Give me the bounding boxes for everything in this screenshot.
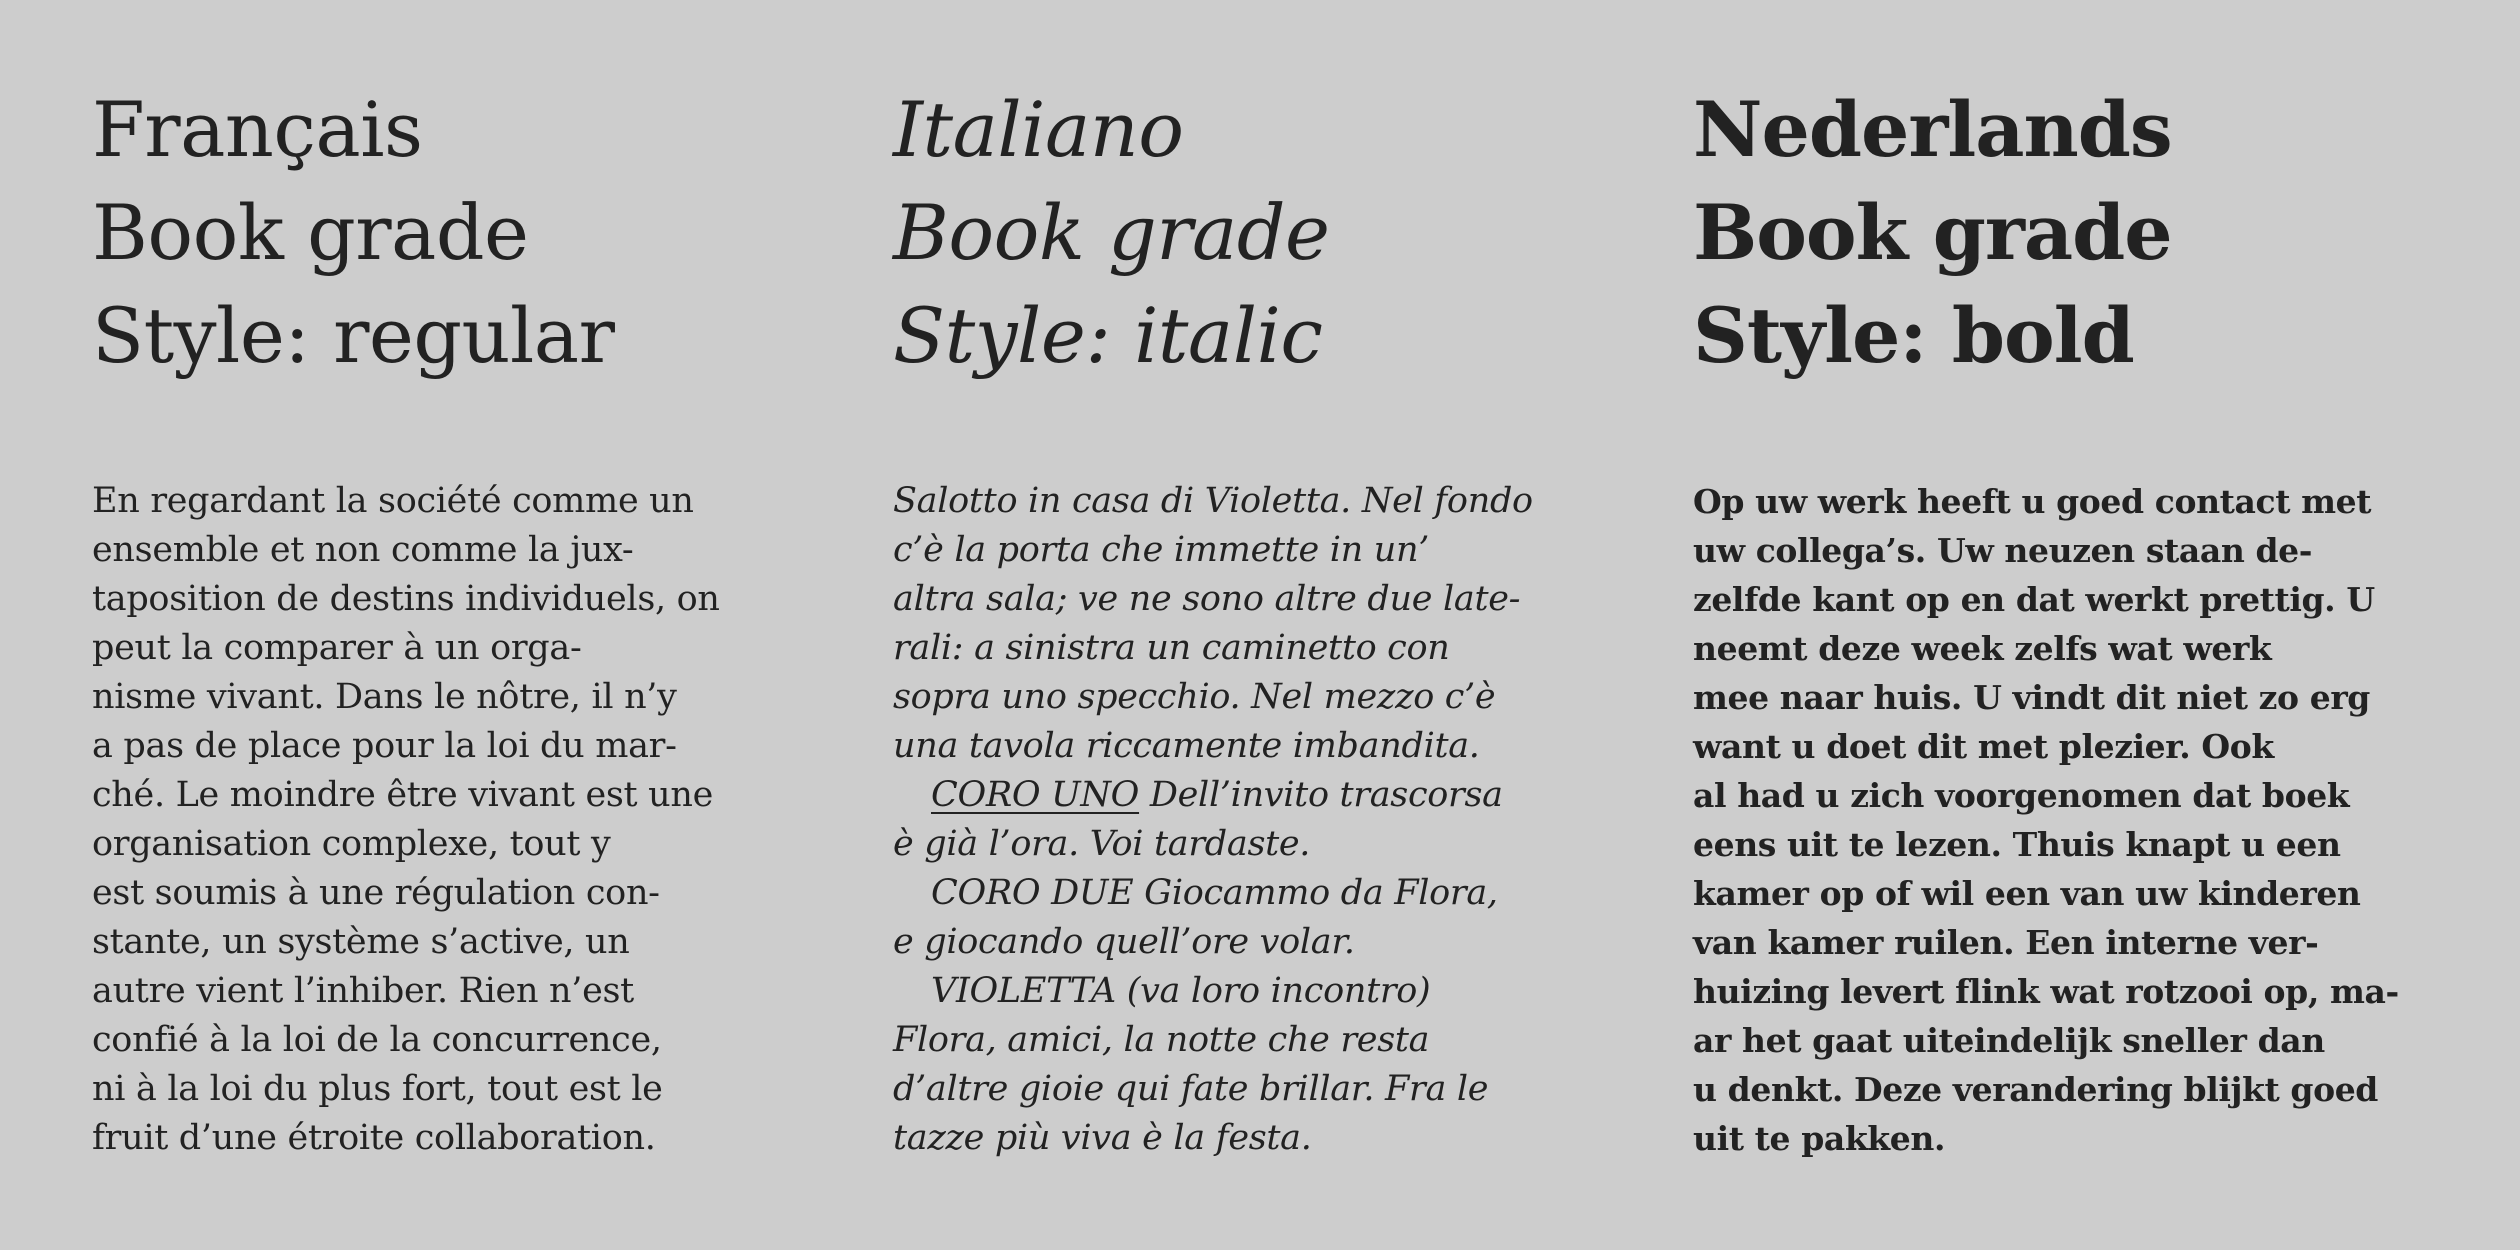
italian-heading-grade: Book grade [893, 188, 1330, 277]
french-body-line: stante, un système s’active, un [92, 922, 630, 962]
dutch-body-line: uit te pakken. [1693, 1119, 1946, 1158]
italian-body-line: c’è la porta che immette in un’ [893, 530, 1430, 570]
coro-due-line-2: e giocando quell’ore volar. [893, 922, 1355, 962]
french-body-line: En regardant la société comme un [92, 481, 694, 521]
coro-uno-line-2: è già l’ora. Voi tardaste. [893, 824, 1311, 864]
french-heading-grade: Book grade [92, 188, 529, 277]
italian-heading [893, 78, 1330, 387]
french-body-line: organisation complexe, tout y [92, 824, 611, 864]
dutch-heading-language: Nederlands [1693, 85, 2172, 174]
french-body-text [92, 477, 720, 1163]
dutch-body-text [1693, 477, 2399, 1163]
french-body-line: ensemble et non comme la jux- [92, 530, 634, 570]
dutch-body-line: Op uw werk heeft u goed contact met [1693, 482, 2372, 521]
italian-body-text [893, 477, 1533, 1163]
french-body-line: ché. Le moindre être vivant est une [92, 775, 714, 815]
french-body-line: taposition de destins individuels, on [92, 579, 720, 619]
dutch-body-line: uw collega’s. Uw neuzen staan de- [1693, 531, 2313, 570]
dutch-body-line: neemt deze week zelfs wat werk [1693, 629, 2272, 668]
dutch-body-line: huizing levert flink wat rotzooi op, ma- [1693, 972, 2399, 1011]
french-body-line: a pas de place pour la loi du mar- [92, 726, 677, 766]
dutch-heading-style: Style: bold [1693, 291, 2134, 380]
italian-heading-style: Style: italic [893, 291, 1323, 380]
dutch-body-line: kamer op of wil een van uw kinderen [1693, 874, 2361, 913]
violetta-line-2: Flora, amici, la notte che resta [893, 1020, 1430, 1060]
violetta-line-4: tazze più viva è la festa. [893, 1118, 1312, 1158]
coro-uno-speaker: CORO UNO [931, 775, 1140, 815]
french-body-line: nisme vivant. Dans le nôtre, il n’y [92, 677, 677, 717]
french-body-line: confié à la loi de la concurrence, [92, 1020, 662, 1060]
dutch-body-line: zelfde kant op en dat werkt prettig. U [1693, 580, 2375, 619]
italian-body-line: altra sala; ve ne sono altre due late- [893, 579, 1521, 619]
dutch-body-line: mee naar huis. U vindt dit niet zo erg [1693, 678, 2370, 717]
coro-uno-line [893, 771, 1533, 820]
dutch-body-line: ar het gaat uiteindelijk sneller dan [1693, 1021, 2325, 1060]
french-heading-language: Français [92, 85, 423, 174]
french-body-line: fruit d’une étroite collaboration. [92, 1118, 656, 1158]
french-body-line: peut la comparer à un orga- [92, 628, 582, 668]
dutch-body-line: u denkt. Deze verandering blijkt goed [1693, 1070, 2378, 1109]
violetta-line: VIOLETTA (va loro incontro) [931, 971, 1431, 1011]
dutch-heading-grade: Book grade [1693, 188, 2172, 277]
dutch-body-line: want u doet dit met plezier. Ook [1693, 727, 2274, 766]
french-heading-style: Style: regular [92, 291, 615, 380]
coro-uno-text: Dell’invito trascorsa [1139, 775, 1503, 815]
dutch-body-line: eens uit te lezen. Thuis knapt u een [1693, 825, 2341, 864]
french-heading [92, 78, 614, 387]
italian-body-line: rali: a sinistra un caminetto con [893, 628, 1450, 668]
coro-due-line: CORO DUE Giocammo da Flora, [931, 873, 1498, 913]
dutch-body-line: van kamer ruilen. Een interne ver- [1693, 923, 2319, 962]
italian-heading-language: Italiano [893, 85, 1184, 174]
italian-body-line: Salotto in casa di Violetta. Nel fondo [893, 481, 1533, 521]
dutch-body-line: al had u zich voorgenomen dat boek [1693, 776, 2350, 815]
dutch-heading [1693, 78, 2172, 387]
french-body-line: autre vient l’inhiber. Rien n’est [92, 971, 634, 1011]
french-body-line: ni à la loi du plus fort, tout est le [92, 1069, 663, 1109]
french-body-line: est soumis à une régulation con- [92, 873, 660, 913]
italian-body-line: sopra uno specchio. Nel mezzo c’è [893, 677, 1496, 717]
violetta-line-3: d’altre gioie qui fate brillar. Fra le [893, 1069, 1489, 1109]
italian-body-line: una tavola riccamente imbandita. [893, 726, 1480, 766]
